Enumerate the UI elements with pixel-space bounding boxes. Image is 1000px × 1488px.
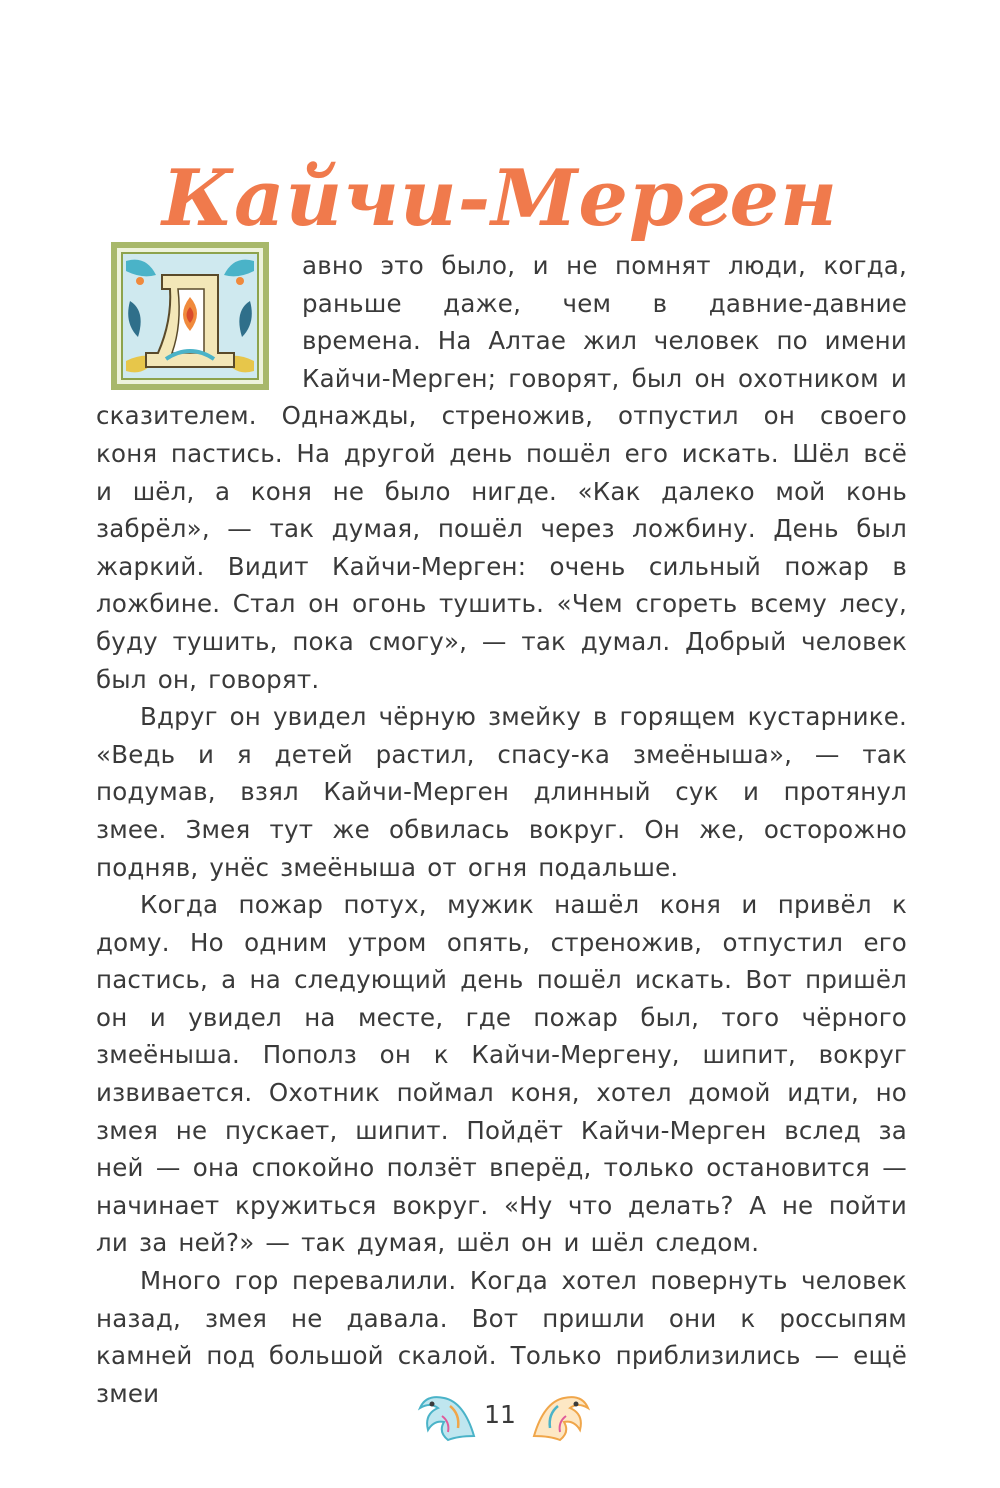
paragraph-3: Когда пожар потух, мужик нашёл коня и привёл к дому. Но одним утром опять, стреножив, отпустил его пастись, а на следующий день пошёл искать. Вот пришёл он и увидел на месте, где пожар был, того чёрного змеёныша. Пополз он к Кайчи-Мергену, шипит, вокруг извивается. Охотник поймал коня, хотел домой идти, но змея не пускает, шипит. Пойдёт Кайчи-Мерген вслед за ней — она спокойно ползёт вперёд, только остановится — начинает кружиться вокруг. «Ну что делать? А не пойти ли за ней?» — так думая, шёл он и шёл следом.	[96, 890, 907, 1258]
page-title: Кайчи-Мерген	[162, 153, 838, 245]
paragraph-4: Много гор перевалили. Когда хотел повернуть человек назад, змея не давала. Вот пришли они к россыпям камней под большой скалой. Только приблизились — ещё змеи	[96, 1266, 907, 1408]
story-text	[96, 247, 907, 1412]
ornamental-initial-d-icon	[110, 241, 270, 391]
paragraph-2: Вдруг он увидел чёрную змейку в горящем кустарнике. «Ведь и я детей растил, спасу-ка змеёныша», — так подумав, взял Кайчи-Мерген длинный сук и протянул змее. Змея тут же обвилась вокруг. Он же, осторожно подняв, унёс змеёныша от огня подальше.	[96, 702, 907, 882]
paragraph-1: авно это было, и не помнят люди, когда, раньше даже, чем в давние-давние времена. На Алтае жил человек по имени Кайчи-Мерген; говорят, был он охотником и сказителем. Однажды, стреножив, отпустил он своего коня пастись. На другой день пошёл его искать. Шёл всё и шёл, а коня не было нигде. «Как далеко мой конь забрёл», — так думая, пошёл через ложбину. День был жаркий. Видит Кайчи-Мерген: очень сильный пожар в ложбине. Стал он огонь тушить. «Чем сгореть всему лесу, буду тушить, пока смогу», — так думал. Добрый человек был он, говорят.	[96, 247, 907, 698]
page-number: 11	[484, 1400, 516, 1429]
page-footer	[0, 1386, 1000, 1450]
dragon-ornament-right-icon	[528, 1386, 594, 1446]
